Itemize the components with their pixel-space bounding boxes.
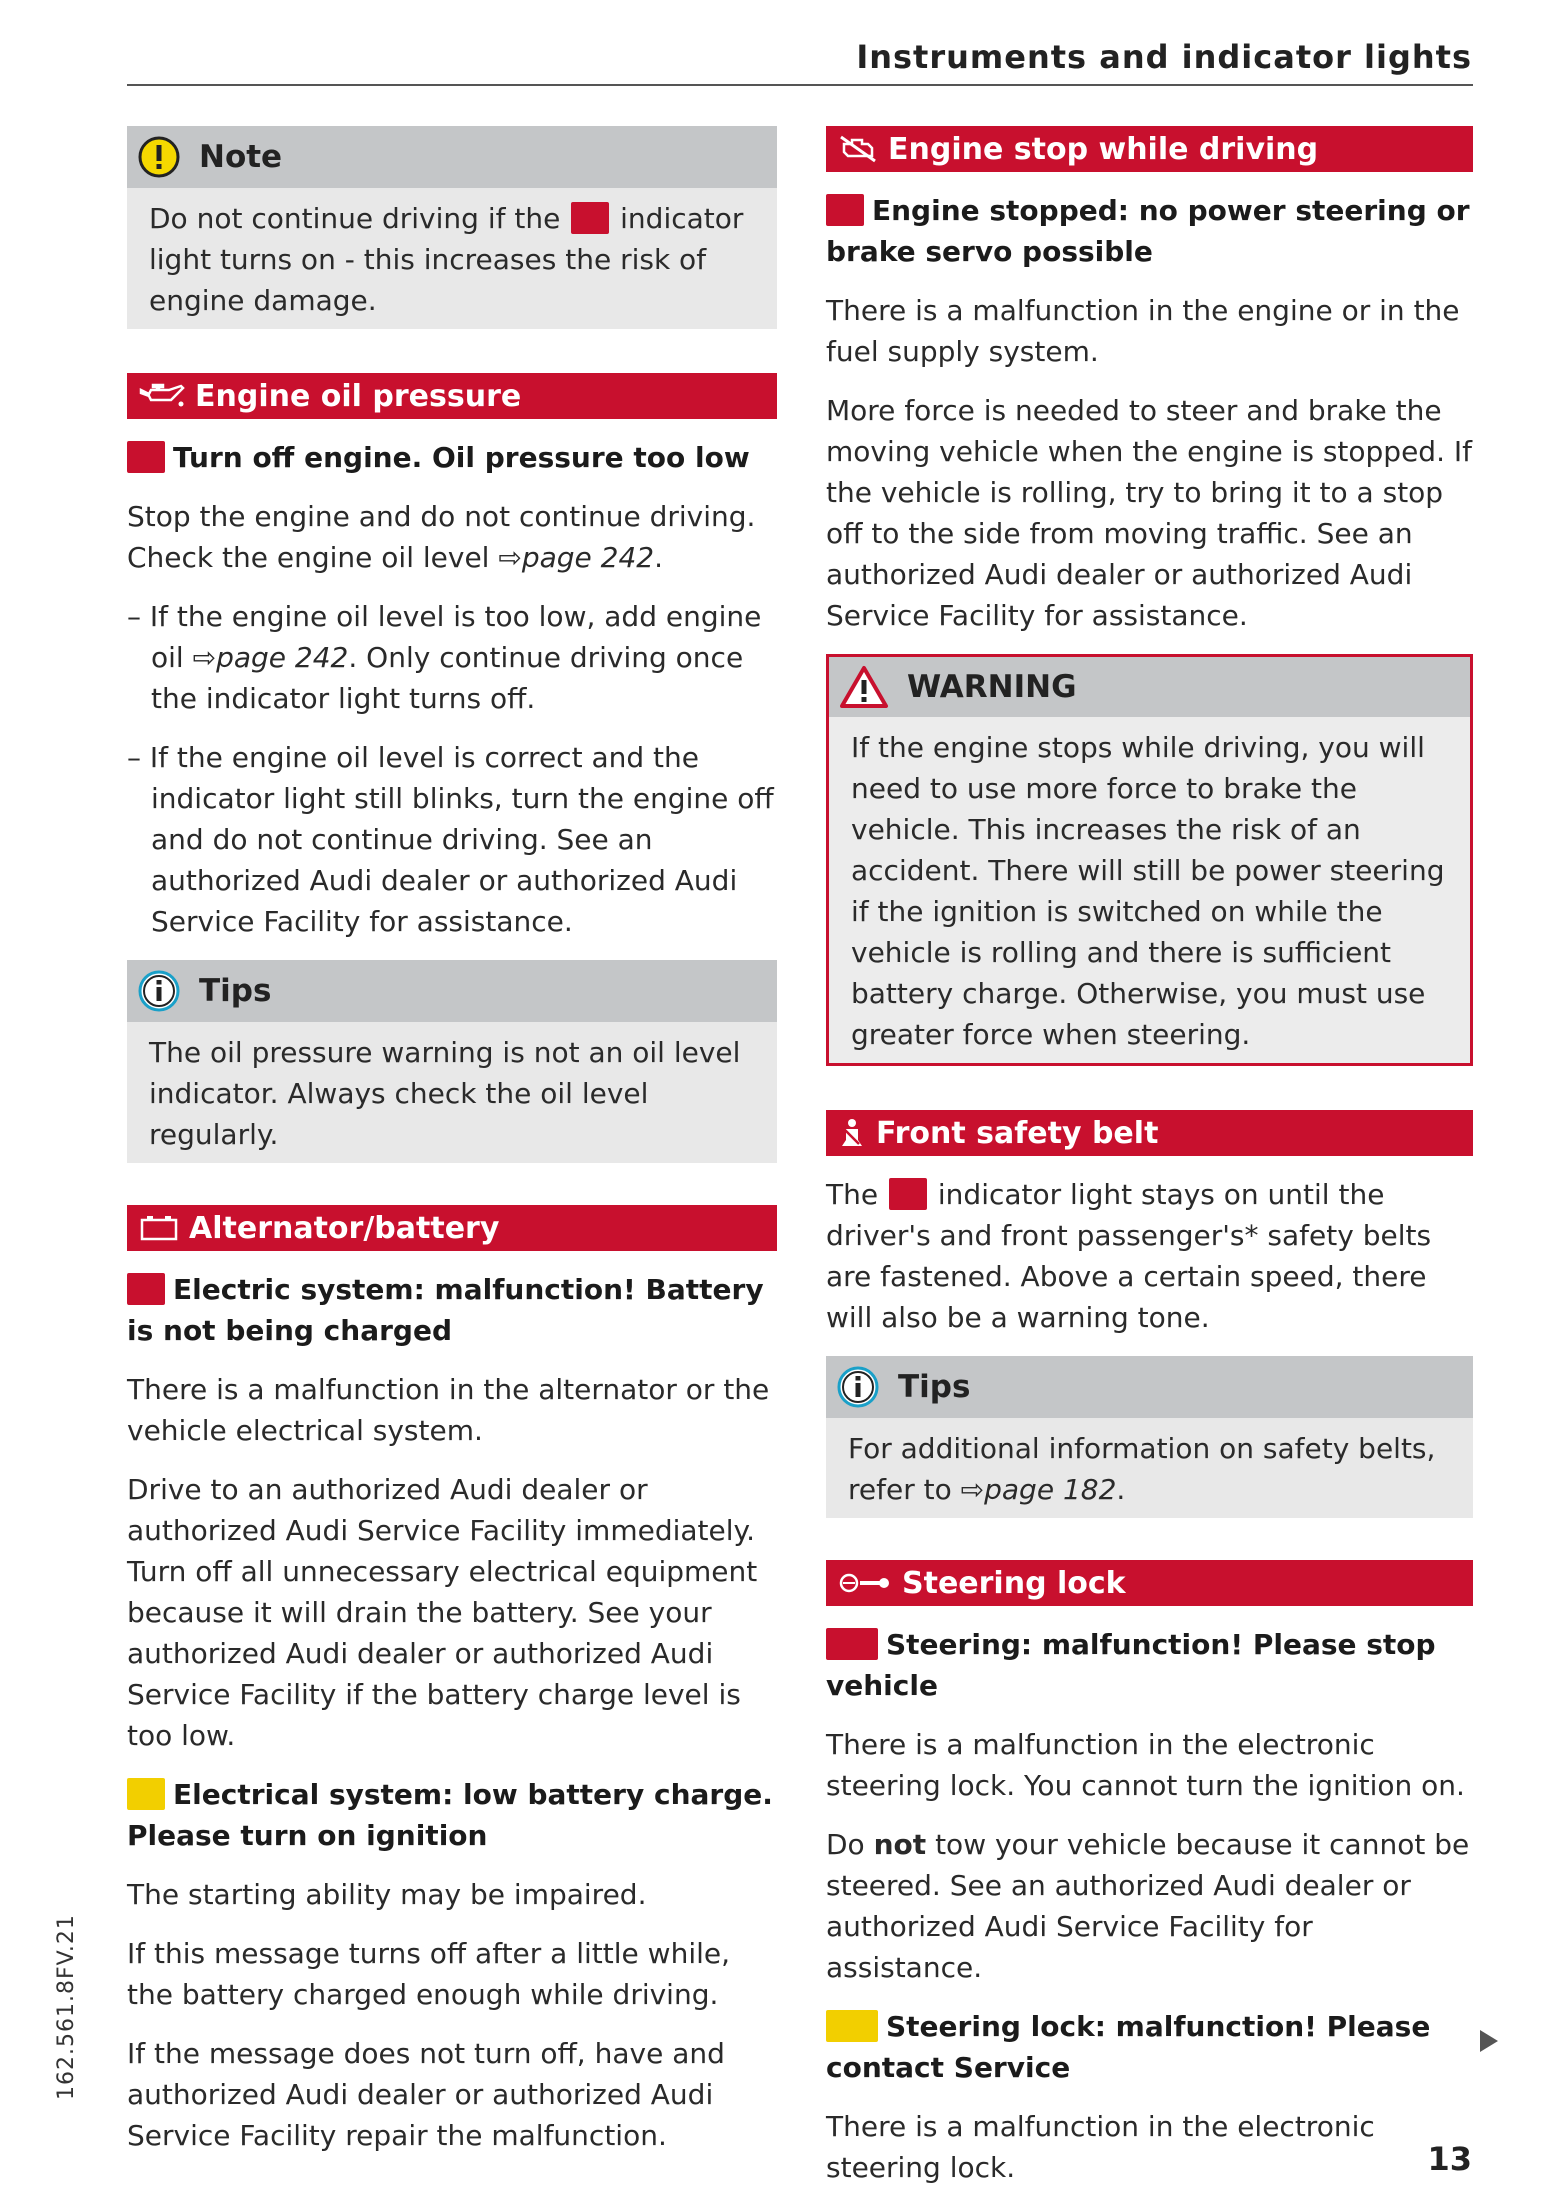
emphasis-text: not [873, 1828, 927, 1861]
oil-can-indicator-icon [571, 202, 609, 234]
page-reference[interactable] [193, 641, 349, 674]
section-engine-oil-pressure [127, 373, 777, 419]
paragraph: If this message turns off after a little while, the battery charged enough while driving. [127, 1937, 730, 2011]
tips-title: Tips [199, 973, 272, 1009]
section-title: Engine oil pressure [195, 378, 522, 414]
message-steering-malfunction [826, 1624, 1473, 1706]
warning-triangle-icon [839, 665, 889, 709]
note-text [149, 198, 755, 321]
battery-red-indicator-icon [127, 1273, 165, 1305]
list-item-text: If the engine oil level is too low, add engine oil [149, 600, 762, 674]
message-text: Electrical system: low battery charge. Please turn on ignition [127, 1778, 773, 1852]
paragraph-text: The [826, 1178, 879, 1211]
tips-header [127, 960, 777, 1022]
warning-body [829, 717, 1470, 1063]
seatbelt-icon [838, 1118, 866, 1148]
message-text: Engine stopped: no power steering or brake servo possible [826, 194, 1470, 268]
info-icon [137, 969, 181, 1013]
tips-text-b: . [1116, 1473, 1126, 1506]
right-column [826, 126, 1473, 2206]
warning-box [826, 654, 1473, 1066]
section-engine-stop [826, 126, 1473, 172]
paragraph: There is a malfunction in the alternator or the vehicle electrical system. [127, 1373, 770, 1447]
note-title: Note [199, 139, 283, 175]
message-text: Steering lock: malfunction! Please contact Service [826, 2010, 1431, 2084]
steering-red-indicator-icon [826, 1628, 878, 1660]
tips-text-a: For additional information on safety belts, refer to [848, 1432, 1436, 1506]
warning-title: WARNING [907, 669, 1077, 705]
seatbelt-indicator-icon [889, 1178, 927, 1210]
section-title: Engine stop while driving [888, 131, 1319, 167]
warning-header [829, 657, 1470, 717]
arrow-right-icon: ⇨ [498, 541, 522, 574]
note-body [127, 188, 777, 329]
oil-warning-indicator-icon [127, 441, 165, 473]
paragraph [826, 1174, 1473, 1338]
note-header [127, 126, 777, 188]
section-steering-lock [826, 1560, 1473, 1606]
steering-yellow-indicator-icon [826, 2010, 878, 2042]
page-header-title: Instruments and indicator lights [856, 38, 1472, 76]
tips-text [848, 1428, 1451, 1510]
battery-yellow-indicator-icon [127, 1778, 165, 1810]
paragraph: There is a malfunction in the engine or in the fuel supply system. [826, 294, 1460, 368]
section-title: Alternator/battery [189, 1210, 500, 1246]
header-rule [127, 84, 1473, 86]
message-steering-lock-service [826, 2006, 1473, 2088]
paragraph-text: tow your vehicle because it cannot be steered. See an authorized Audi dealer or authorized Audi Service Facility for assistance. [826, 1828, 1470, 1984]
paragraph: There is a malfunction in the electronic steering lock. [826, 2110, 1375, 2184]
engine-stop-indicator-icon [826, 194, 864, 226]
oil-can-icon [139, 382, 185, 410]
left-column [127, 126, 777, 2174]
paragraph: More force is needed to steer and brake the moving vehicle when the engine is stopped. If the vehicle is rolling, try to bring it to a stop off to the side from moving traffic. See an authorized Audi dealer or authorized Audi Service Facility for assistance. [826, 394, 1472, 632]
arrow-right-icon: ⇨ [192, 641, 217, 674]
list-item: – If the engine oil level is too low, add engine oil ⇨page 242. Only continue driving once the indicator light turns off. [127, 600, 762, 715]
page-number: 13 [1427, 2140, 1472, 2178]
note-text-a: Do not continue driving if the [149, 202, 561, 235]
message-oil-pressure [127, 437, 777, 478]
page-reference[interactable] [498, 541, 654, 574]
tips-text: The oil pressure warning is not an oil level indicator. Always check the oil level regularly. [149, 1036, 741, 1151]
tips-body [826, 1418, 1473, 1518]
steering-lock-icon [838, 1570, 892, 1596]
message-battery-not-charged [127, 1269, 777, 1351]
page-reference-text: page 242 [521, 541, 655, 574]
note-text-b: indicator light turns on - this increases the risk of engine damage. [149, 202, 744, 317]
tips-header [826, 1356, 1473, 1418]
section-alternator-battery [127, 1205, 777, 1251]
engine-stop-icon [838, 134, 878, 164]
list-item-text: If the engine oil level is correct and the indicator light still blinks, turn the engine off and do not continue driving. See an authorized Audi dealer or authorized Audi Service Facility for assistance. [149, 741, 774, 938]
warning-text: If the engine stops while driving, you will need to use more force to brake the vehicle. This increases the risk of an accident. There will still be power steering if the ignition is switched on while the vehicle is rolling and there is sufficient battery charge. Otherwise, you must use greater force when steering. [851, 731, 1445, 1051]
message-text: Steering: malfunction! Please stop vehicle [826, 1628, 1436, 1702]
message-text: Electric system: malfunction! Battery is not being charged [127, 1273, 764, 1347]
message-low-battery [127, 1774, 777, 1856]
list-item: – If the engine oil level is correct and the indicator light still blinks, turn the engine off and do not continue driving. See an authorized Audi dealer or authorized Audi Service Facility for assistance. [127, 741, 774, 938]
info-icon [836, 1365, 880, 1409]
paragraph: Drive to an authorized Audi dealer or authorized Audi Service Facility immediately. Turn off all unnecessary electrical equipment because it will drain the battery. See your authorized Audi dealer or authorized Audi Service Facility if the battery charge level is too low. [127, 1473, 758, 1752]
list-item-text: . Only continue driving once the indicator light turns off. [151, 641, 744, 715]
paragraph: If the message does not turn off, have and authorized Audi dealer or authorized Audi Service Facility repair the malfunction. [127, 2037, 725, 2152]
note-box [127, 126, 777, 329]
paragraph [826, 1824, 1473, 1988]
continue-arrow-icon [1480, 2030, 1498, 2052]
paragraph: Stop the engine and do not continue driving. Check the engine oil level ⇨page 242. [127, 500, 756, 574]
message-text: Turn off engine. Oil pressure too low [173, 441, 750, 474]
paragraph-text: Stop the engine and do not continue driving. Check the engine oil level [127, 500, 756, 574]
tips-box [127, 960, 777, 1163]
paragraph: The starting ability may be impaired. [127, 1878, 647, 1911]
message-engine-stopped [826, 190, 1473, 272]
arrow-right-icon: ⇨ [960, 1473, 985, 1506]
exclamation-icon [137, 135, 181, 179]
paragraph-text: Do [826, 1828, 865, 1861]
paragraph-text: indicator light stays on until the driver's and front passenger's* safety belts are fastened. Above a certain speed, there will also be a warning tone. [826, 1178, 1432, 1334]
section-title: Front safety belt [876, 1115, 1159, 1151]
document-code: 162.561.8FV.21 [54, 1914, 79, 2100]
tips-box [826, 1356, 1473, 1518]
battery-icon [139, 1214, 179, 1242]
page-reference[interactable] [961, 1473, 1117, 1506]
page-reference-text: page 182 [984, 1473, 1117, 1506]
section-title: Steering lock [902, 1565, 1126, 1601]
paragraph: There is a malfunction in the electronic steering lock. You cannot turn the ignition on. [826, 1728, 1465, 1802]
page-reference-text: page 242 [216, 641, 349, 674]
tips-body [127, 1022, 777, 1163]
tips-title: Tips [898, 1369, 971, 1405]
section-front-safety-belt [826, 1110, 1473, 1156]
